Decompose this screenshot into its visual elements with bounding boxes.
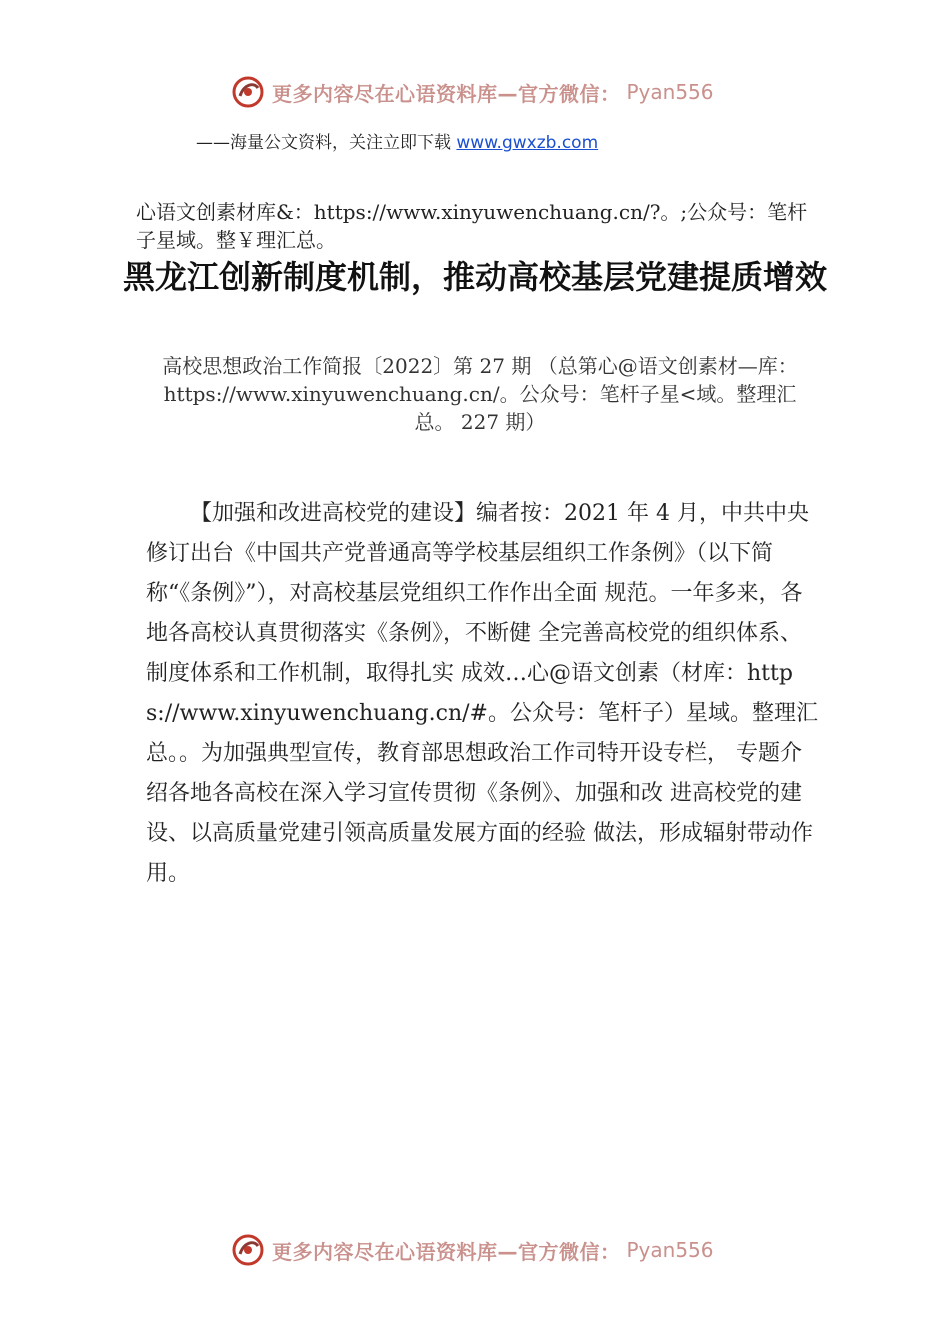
issue-line: 高校思想政治工作简报〔2022〕第 27 期 （总第心@语文创素材—库：https://www.xinyuwenchuang.cn/。公众号：笔杆子星<域。整理汇总。 227 期） [162,354,798,434]
footer-brand-text: 更多内容尽在心语资料库—官方微信： [272,1239,621,1264]
brand-logo-icon [230,74,266,110]
site-link[interactable]: www.gwxzb.com [456,133,599,153]
subline-prefix: ——海量公文资料，关注立即下载 [196,133,457,153]
download-subline [196,128,598,153]
banner-brand-text: 更多内容尽在心语资料库—官方微信： [272,81,621,106]
brand-logo-icon [230,1232,266,1268]
footer-banner [230,1230,714,1270]
body-paragraph: 【加强和改进高校党的建设】编者按：2021 年 4 月，中共中央修订出台《中国共产党普通高等学校基层组织工作条例》（以下简称“《条例》”），对高校基层党组织工作作出全面 规范。一年多来，各地各高校认真贯彻落实《条例》，不断健 全完善高校党的组织体系、制度体系和工作机制，取得扎实 成效…心@语文创素（材库：https://www.xinyuwenchuang.cn/#。公众号：笔杆子）星域。整理汇总。。为加强典型宣传，教育部思想政治工作司特开设专栏， 专题介绍各地各高校在深入学习宣传贯彻《条例》、加强和改 进高校党的建设、以高质量党建引领高质量发展方面的经验 做法，形成辐射带动作用。 [146,501,818,886]
header-banner [230,72,714,112]
footer-wechat-id: Pyan556 [626,1238,714,1262]
page-title: 黑龙江创新制度机制，推动高校基层党建提质增效 [122,258,827,296]
banner-wechat-id: Pyan556 [626,80,714,104]
source-note: 心语文创素材库&：https://www.xinyuwenchuang.cn/?。;公众号：笔杆子星域。整￥理汇总。 [136,200,808,252]
